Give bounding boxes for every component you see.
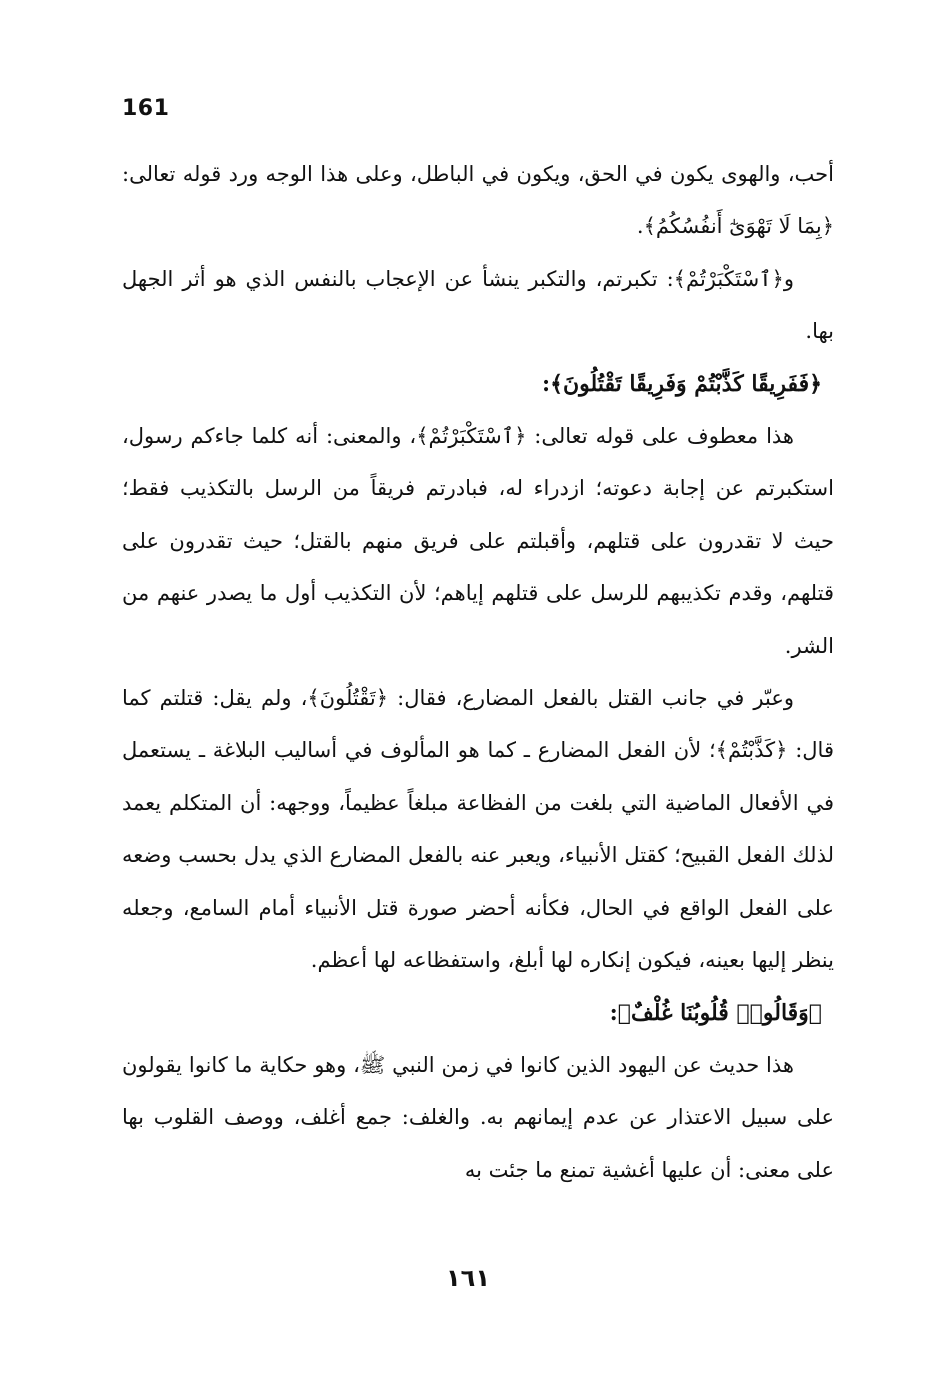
paragraph-2: و﴿ٱسْتَكْبَرْتُمْ﴾: تكبرتم، والتكبر ينشأ عن الإعجاب بالنفس الذي هو أثر الجهل بها.: [122, 266, 834, 344]
paragraph-1: أحب، والهوى يكون في الحق، ويكون في الباطل، وعلى هذا الوجه ورد قوله تعالى: ﴿بِمَا لَا تَهْوَىٰٓ أَنفُسُكُمُ﴾.: [122, 162, 834, 239]
paragraph-3: هذا معطوف على قوله تعالى: ﴿ٱسْتَكْبَرْتُمْ﴾، والمعنى: أنه كلما جاءكم رسول، استكبرتم عن إجابة دعوته؛ ازدراء له، فبادرتم فريقاً من الرسل بالتكذيب فقط؛ حيث لا تقدرون على قتلهم، وأقبلتم على فريق منهم بالقتل؛ حيث تقدرون على قتلهم، وقدم تكذيبهم للرسل على قتلهم إياهم؛ لأن التكذيب أول ما يصدر عنهم من الشر.: [122, 424, 834, 658]
page-number-top: 161: [122, 96, 170, 121]
verse-heading-1: ﴿فَفَرِيقًا كَذَّبْتُمْ وَفَرِيقًا تَقْتُلُونَ﴾:: [542, 370, 822, 397]
paragraph-4: وعبّر في جانب القتل بالفعل المضارع، فقال: ﴿تَقْتُلُونَ﴾، ولم يقل: قتلتم كما قال: ﴿كَذَّبْتُمْ﴾؛ لأن الفعل المضارع ـ كما هو المألوف في أساليب البلاغة ـ يستعمل في الأفعال الماضية التي بلغت من الفظاعة مبلغاً عظيماً، ووجهه: أن المتكلم يعمد لذلك الفعل القبيح؛ كقتل الأنبياء، ويعبر عنه بالفعل المضارع الذي يدل بحسب وضعه على الفعل الواقع في الحال، فكأنه أحضر صورة قتل الأنبياء أمام السامع، وجعله ينظر إليها بعينه، فيكون إنكاره لها أبلغ، واستفظاعه لها أعظم.: [122, 686, 834, 973]
page-number-bottom: ١٦١: [446, 1264, 490, 1292]
paragraph-5: هذا حديث عن اليهود الذين كانوا في زمن النبي ﷺ، وهو حكاية ما كانوا يقولون على سبيل الاعتذار عن عدم إيمانهم به. والغلف: جمع أغلف، ووصف القلوب بها على معنى: أن عليها أغشية تمنع ما جئت به: [122, 1052, 834, 1182]
body-text: [122, 148, 834, 1196]
verse-heading-2: ﴿وَقَالُوا۟ قُلُوبُنَا غُلْفٌ﴾:: [609, 999, 822, 1026]
